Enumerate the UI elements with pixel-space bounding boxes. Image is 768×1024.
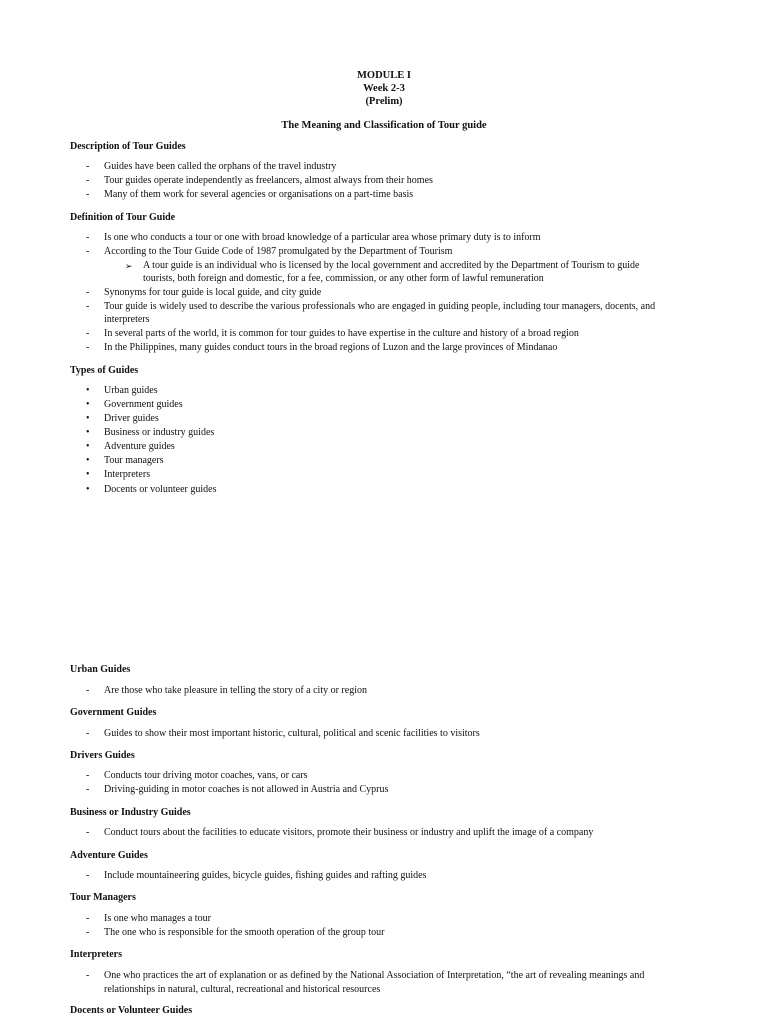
list-item: Tour guides operate independently as freelancers, almost always from their homes [104, 175, 433, 186]
dash-marker: - [86, 232, 90, 243]
list-item: Guides to show their most important historic, cultural, political and scenic facilities to visitors [104, 728, 480, 739]
list-item: According to the Tour Guide Code of 1987 promulgated by the Department of Tourism [104, 246, 453, 257]
dash-marker: - [86, 770, 90, 781]
bullet-marker: • [86, 413, 90, 424]
dash-marker: - [86, 175, 90, 186]
dash-marker: - [86, 927, 90, 938]
dash-marker: - [86, 870, 90, 881]
adventure-heading: Adventure Guides [70, 850, 148, 861]
sub-list-item-continued: tourists, both foreign and domestic, for a fee, commission, or any other form of lawful remuneration [143, 273, 544, 284]
document-title: The Meaning and Classification of Tour guide [281, 120, 487, 131]
list-item: In the Philippines, many guides conduct tours in the broad regions of Luzon and the large provinces of Mindanao [104, 342, 558, 353]
term-label: (Prelim) [365, 96, 403, 107]
bullet-marker: • [86, 441, 90, 452]
week-label: Week 2-3 [363, 83, 405, 94]
business-heading: Business or Industry Guides [70, 807, 191, 818]
list-item: Is one who conducts a tour or one with broad knowledge of a particular area whose primary duty is to inform [104, 232, 541, 243]
list-item-continued: interpreters [104, 314, 150, 325]
urban-heading: Urban Guides [70, 664, 131, 675]
dash-marker: - [86, 913, 90, 924]
list-item: Government guides [104, 399, 183, 410]
list-item: Synonyms for tour guide is local guide, and city guide [104, 287, 322, 298]
list-item: In several parts of the world, it is common for tour guides to have expertise in the culture and history of a broad region [104, 328, 579, 339]
list-item-continued: relationships in natural, cultural, recreational and historical resources [104, 984, 381, 995]
list-item: Tour managers [104, 455, 164, 466]
list-item: Tour guide is widely used to describe the various professionals who are engaged in guiding people, including tour managers, docents, and [104, 301, 656, 312]
dash-marker: - [86, 287, 90, 298]
definition-heading: Definition of Tour Guide [70, 212, 176, 223]
dash-marker: - [86, 246, 90, 257]
bullet-marker: • [86, 385, 90, 396]
dash-marker: - [86, 189, 90, 200]
list-item: Adventure guides [104, 441, 175, 452]
dash-marker: - [86, 342, 90, 353]
list-item: Guides have been called the orphans of the travel industry [104, 161, 337, 172]
docents-heading: Docents or Volunteer Guides [70, 1005, 193, 1016]
list-item: Driver guides [104, 413, 159, 424]
list-item: Are those who take pleasure in telling the story of a city or region [104, 685, 367, 696]
bullet-marker: • [86, 427, 90, 438]
interpreters-heading: Interpreters [70, 949, 123, 960]
arrow-bullet-icon: ➢ [125, 261, 133, 271]
dash-marker: - [86, 685, 90, 696]
dash-marker: - [86, 161, 90, 172]
description-heading: Description of Tour Guides [70, 141, 186, 152]
list-item: Conducts tour driving motor coaches, vans, or cars [104, 770, 308, 781]
list-item: Driving-guiding in motor coaches is not allowed in Austria and Cyprus [104, 784, 389, 795]
dash-marker: - [86, 301, 90, 312]
list-item: Interpreters [104, 469, 151, 480]
list-item: Include mountaineering guides, bicycle guides, fishing guides and rafting guides [104, 870, 427, 881]
list-item: Is one who manages a tour [104, 913, 211, 924]
bullet-marker: • [86, 455, 90, 466]
list-item: Business or industry guides [104, 427, 215, 438]
list-item: One who practices the art of explanation or as defined by the National Association of Interpretation, “the art of revealing meanings and [104, 970, 645, 981]
list-item: Conduct tours about the facilities to educate visitors, promote their business or industry and uplift the image of a company [104, 827, 594, 838]
drivers-heading: Drivers Guides [70, 750, 135, 761]
list-item: The one who is responsible for the smooth operation of the group tour [104, 927, 385, 938]
dash-marker: - [86, 827, 90, 838]
bullet-marker: • [86, 469, 90, 480]
dash-marker: - [86, 784, 90, 795]
government-heading: Government Guides [70, 707, 157, 718]
list-item: Many of them work for several agencies or organisations on a part-time basis [104, 189, 414, 200]
sub-list-item: A tour guide is an individual who is licensed by the local government and accredited by the Department of Tourism to guide [143, 260, 640, 271]
dash-marker: - [86, 328, 90, 339]
dash-marker: - [86, 970, 90, 981]
managers-heading: Tour Managers [70, 892, 136, 903]
types-heading: Types of Guides [70, 365, 139, 376]
bullet-marker: • [86, 399, 90, 410]
dash-marker: - [86, 728, 90, 739]
module-title: MODULE I [357, 70, 411, 81]
list-item: Docents or volunteer guides [104, 484, 217, 495]
bullet-marker: • [86, 484, 90, 495]
list-item: Urban guides [104, 385, 158, 396]
